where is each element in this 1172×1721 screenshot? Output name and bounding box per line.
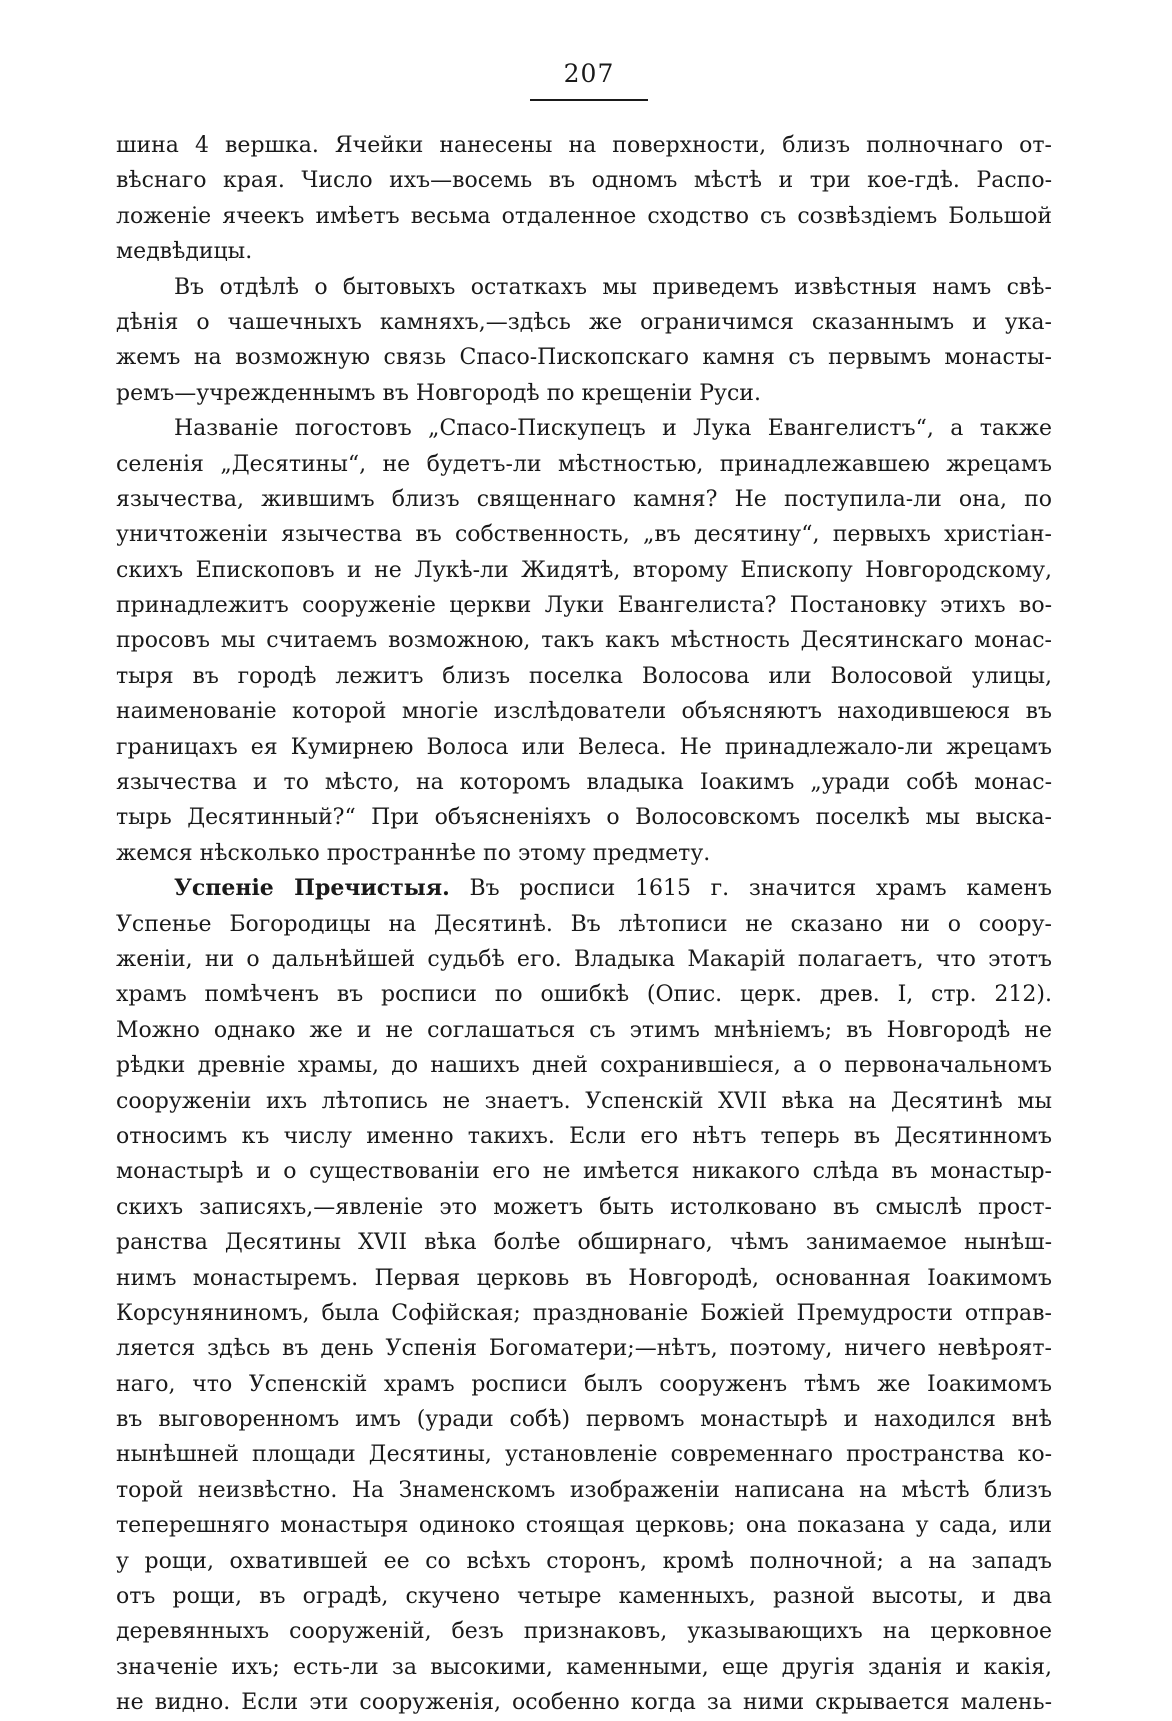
text-line: просовъ мы считаемъ возможною, такъ какъ мѣстность Десятинскаго монас- (116, 628, 1052, 654)
text-line: рѣдки древніе храмы, до нашихъ дней сохранившіеся, а о первоначальномъ (116, 1053, 1052, 1079)
header-rule (530, 99, 648, 101)
paragraph (116, 270, 1052, 412)
paragraph (116, 128, 1052, 270)
paragraph (116, 411, 1052, 871)
text-line: ранства Десятины XVII вѣка болѣе обширнаго, чѣмъ занимаемое нынѣш- (116, 1230, 1052, 1256)
text-line: деревянныхъ сооруженій, безъ признаковъ, указывающихъ на церковное (116, 1619, 1052, 1645)
text-line: нимъ монастыремъ. Первая церковь въ Новгородѣ, основанная Іоакимомъ (116, 1265, 1052, 1291)
text-line: тыря въ городѣ лежитъ близъ поселка Волосова или Волосовой улицы, (116, 663, 1052, 689)
text-line: торой неизвѣстно. На Знаменскомъ изображеніи написана на мѣстѣ близъ (116, 1477, 1052, 1503)
text-line: границахъ ея Кумирнею Волоса или Велеса. Не принадлежало-ли жрецамъ (116, 734, 1052, 760)
page-number: 207 (563, 59, 615, 88)
text-line: принадлежитъ сооруженіе церкви Луки Евангелиста? Постановку этихъ во- (116, 593, 1052, 619)
text-line: теперешняго монастыря одиноко стоящая церковь; она показана у сада, или (116, 1513, 1052, 1539)
text-line: дѣнія о чашечныхъ камняхъ,—здѣсь же ограничимся сказаннымъ и ука- (116, 309, 1052, 335)
text-line: жемся нѣсколько пространнѣе по этому предмету. (116, 840, 711, 866)
section-heading: Успеніе Пречистыя. (174, 875, 450, 902)
text-line: тырь Десятинный?“ При объясненіяхъ о Волосовскомъ поселкѣ мы выска- (116, 805, 1052, 831)
text-line: вѣснаго края. Число ихъ—восемь въ одномъ мѣстѣ и три кое-гдѣ. Распо- (116, 168, 1052, 194)
text-line: женіи, ни о дальнѣйшей судьбѣ его. Владыка Макарій полагаетъ, что этотъ (116, 946, 1052, 972)
text-body (116, 128, 1052, 1721)
text-line: значеніе ихъ; есть-ли за высокими, каменными, еще другія зданія и какія, (116, 1654, 1052, 1680)
text-line: не видно. Если эти сооруженія, особенно когда за ними скрывается малень- (116, 1690, 1052, 1716)
text-line: Названіе погостовъ „Спасо-Пискупецъ и Лука Евангелистъ“, а также (174, 416, 1052, 442)
text-line: жемъ на возможную связь Спасо-Пископскаго камня съ первымъ монасты- (116, 345, 1052, 371)
text-line (116, 871, 1052, 906)
text-line: скихъ Епископовъ и не Лукѣ-ли Жидятѣ, второму Епископу Новгородскому, (116, 557, 1052, 583)
text-line: Можно однако же и не соглашаться съ этимъ мнѣніемъ; въ Новгородѣ не (116, 1017, 1052, 1043)
text-line: въ выговоренномъ имъ (уради собѣ) первомъ монастырѣ и находился внѣ (116, 1407, 1052, 1433)
text-line: шина 4 вершка. Ячейки нанесены на поверхности, близъ полночнаго от- (116, 133, 1052, 158)
text-line: ляется здѣсь въ день Успенія Богоматери;—нѣтъ, поэтому, ничего невѣроят- (116, 1336, 1052, 1362)
text-line: скихъ записяхъ,—явленіе это можетъ быть истолковано въ смыслѣ прост- (116, 1194, 1052, 1220)
text-line: ремъ—учрежденнымъ въ Новгородѣ по крещеніи Руси. (116, 380, 761, 406)
text-run: Въ росписи 1615 г. значится храмъ каменъ (469, 876, 1052, 902)
text-line: Корсуняниномъ, была Софійская; празднованіе Божіей Премудрости отправ- (116, 1300, 1052, 1326)
text-line: храмъ помѣченъ въ росписи по ошибкѣ (Опис. церк. древ. I, стр. 212). (116, 982, 1052, 1008)
text-line: монастырѣ и о существованіи его не имѣется никакого слѣда въ монастыр- (116, 1159, 1052, 1185)
text-line: сооруженіи ихъ лѣтопись не знаетъ. Успенскій XVII вѣка на Десятинѣ мы (116, 1088, 1052, 1114)
text-line: язычества, жившимъ близъ священнаго камня? Не поступила-ли она, по (116, 486, 1052, 512)
text-line: Въ отдѣлѣ о бытовыхъ остаткахъ мы приведемъ извѣстныя намъ свѣ- (174, 274, 1052, 300)
text-line: ложеніе ячеекъ имѣетъ весьма отдаленное сходство съ созвѣздіемъ Большой (116, 203, 1052, 229)
text-line: медвѣдицы. (116, 239, 253, 265)
text-line: отъ рощи, въ оградѣ, скучено четыре каменныхъ, разной высоты, и два (116, 1584, 1052, 1610)
text-line: селенія „Десятины“, не будетъ-ли мѣстностью, принадлежавшею жрецамъ (116, 451, 1052, 477)
text-line: уничтоженіи язычества въ собственность, „въ десятину“, первыхъ христіан- (116, 522, 1052, 548)
text-line: Успенье Богородицы на Десятинѣ. Въ лѣтописи не сказано ни о соору- (116, 911, 1052, 937)
text-line: у рощи, охватившей ее со всѣхъ сторонъ, кромѣ полночной; а на западъ (116, 1548, 1052, 1574)
text-line: нынѣшней площади Десятины, установленіе современнаго пространства ко- (116, 1442, 1052, 1468)
text-line: относимъ къ числу именно такихъ. Если его нѣтъ теперь въ Десятинномъ (116, 1123, 1052, 1149)
paragraph (116, 871, 1052, 1720)
text-line: наго, что Успенскій храмъ росписи былъ сооруженъ тѣмъ же Іоакимомъ (116, 1371, 1052, 1397)
text-line: наименованіе которой многіе изслѣдователи объясняютъ находившеюся въ (116, 699, 1052, 725)
text-line: язычества и то мѣсто, на которомъ владыка Іоакимъ „уради собѣ монас- (116, 770, 1052, 796)
